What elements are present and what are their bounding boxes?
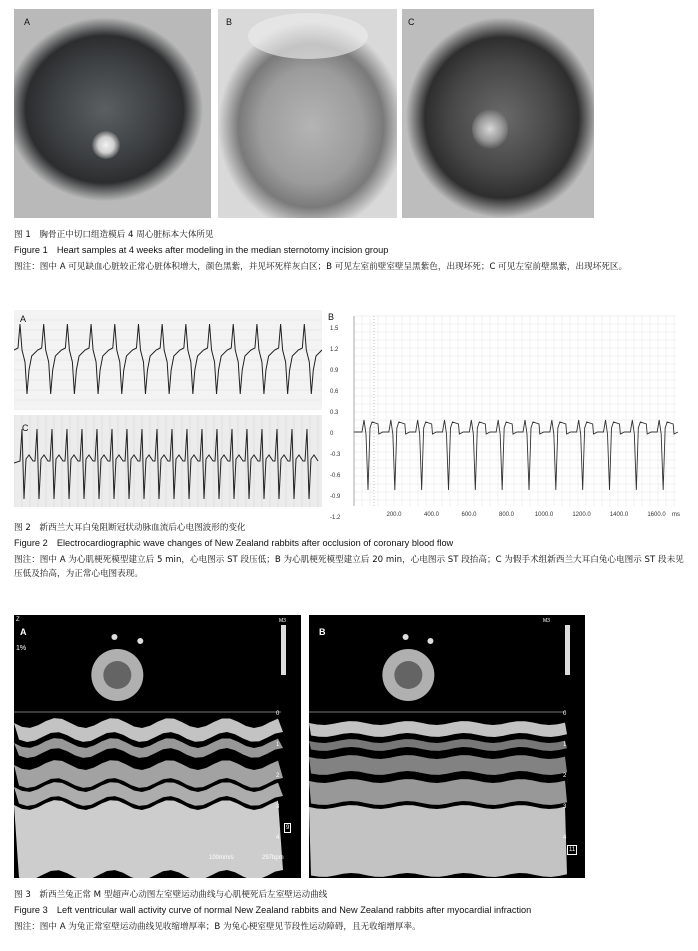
probe-dot (137, 638, 143, 644)
x-tick-label: 600.0 (461, 512, 477, 518)
depth-tick-label: 1 (563, 742, 567, 748)
panel-label-a: A (20, 627, 27, 637)
figure2-caption-zh: 图 2 新西兰大耳白兔阻断冠状动脉血流后心电图波形的变化 (14, 523, 246, 533)
tissue-band (14, 800, 283, 878)
heart-rate: 297bpm (262, 855, 284, 861)
y-tick-label: 1.5 (330, 326, 339, 332)
z-marker: Z (16, 617, 20, 623)
ecg-panel-b (326, 310, 682, 520)
heart-photo-a (14, 9, 211, 218)
x-tick-label: 200.0 (386, 512, 402, 518)
figure3-caption-zh: 图 3 新西兰兔正常 M 型超声心动图左室壁运动曲线与心肌梗死后左室壁运动曲线 (14, 890, 328, 900)
tissue-band (309, 755, 567, 775)
probe-tag: M3 (543, 618, 550, 624)
depth-box: 9 (286, 825, 290, 831)
figure2-note: 图注：图中 A 为心肌梗死模型建立后 5 min，心电图示 ST 段压低；B 为心肌梗死模型建立后 20 min，心电图示 ST 段抬高；C 为假手术组新西兰大耳白兔心电图示 ST 段未见压低及抬高，为正常心电图表现。 (14, 555, 684, 579)
necrotic-area (92, 131, 120, 159)
figure1-caption-zh: 图 1 胸骨正中切口组造模后 4 周心脏标本大体所见 (14, 230, 214, 240)
y-tick-label: 0 (330, 431, 334, 437)
figure3-note: 图注：图中 A 为兔正常室壁运动曲线见收缩增厚率；B 为兔心梗室壁见节段性运动障碍，且无收缩增厚率。 (14, 922, 421, 932)
echo-panel-a (14, 615, 301, 878)
ecg-waveform (14, 324, 322, 394)
figure3-caption-en: Figure 3 Left ventricular wall activity curve of normal New Zealand rabbits and New Zealand rabbits after myocardial infraction (14, 905, 532, 915)
ecg-trace-a (14, 310, 322, 410)
x-tick-label: 400.0 (423, 512, 440, 518)
y-tick-label: -0.3 (330, 452, 341, 458)
y-tick-label: 0.6 (330, 389, 339, 395)
ecg-chart-b (326, 310, 682, 520)
y-tick-label: -0.9 (330, 494, 341, 500)
y-tick-label: 0.9 (330, 368, 339, 374)
panel-label-a: A (20, 314, 27, 324)
heart-photo-b (218, 9, 397, 218)
x-tick-label: 1000.0 (534, 512, 554, 518)
ecg-panel-a (14, 310, 322, 410)
tissue-band (309, 721, 567, 737)
echo-trace-b (309, 615, 585, 878)
panel-label-b: B (226, 17, 233, 27)
x-tick-label: 1600.0 (647, 512, 666, 518)
depth-tick-label: 4 (563, 835, 567, 841)
figure2-caption-en: Figure 2 Electrocardiographic wave changes of New Zealand rabbits after occlusion of coronary blood flow (14, 538, 454, 548)
panel-label-c: C (408, 17, 415, 27)
ecg-trace-c (14, 415, 322, 507)
heart-photo-c (402, 9, 594, 218)
y-tick-label: 0.3 (330, 410, 339, 416)
y-tick-label: -0.6 (330, 473, 341, 479)
gain-percent: 1% (16, 645, 27, 652)
tissue-fold (248, 13, 368, 59)
x-tick-label: 1400.0 (609, 512, 629, 518)
depth-tick-label: 2 (563, 773, 567, 779)
tissue-band (309, 739, 567, 751)
necrotic-area (472, 109, 508, 149)
tissue-band (309, 779, 567, 805)
figure1-note: 图注：图中 A 可见缺血心脏较正常心脏体积增大，颜色黑紫，并见坏死样灰白区；B 可见左室前壁室壁呈黑紫色，出现坏死；C 可见左室前壁黑紫，出现坏死区。 (14, 262, 628, 272)
panel-label-a: A (24, 17, 31, 27)
ecg-waveform (354, 420, 678, 490)
heart-chamber (103, 661, 131, 689)
panel-label-b: B (328, 312, 335, 322)
depth-tick-label: 0 (563, 711, 567, 717)
depth-tick-label: 1 (276, 742, 280, 748)
y-tick-label: -1.2 (330, 515, 341, 520)
depth-tick-label: 3 (563, 804, 567, 810)
depth-tick-label: 4 (276, 835, 280, 841)
depth-box: 11 (569, 847, 576, 853)
y-tick-label: 1.2 (330, 347, 339, 353)
probe-tag: M3 (279, 618, 286, 624)
sweep-speed: 100mm/s (209, 855, 234, 861)
x-tick-label: 1200.0 (572, 512, 591, 518)
echo-trace-a (14, 615, 301, 878)
probe-dot (427, 638, 433, 644)
tissue-band (309, 805, 567, 877)
probe-dot (403, 634, 409, 640)
depth-tick-label: 0 (276, 711, 280, 717)
gray-scale-bar (565, 625, 570, 675)
x-tick-label: 800.0 (498, 512, 515, 518)
echo-panel-b (309, 615, 585, 878)
depth-tick-label: 3 (276, 804, 280, 810)
panel-label-c: C (22, 423, 29, 433)
probe-dot (111, 634, 117, 640)
panel-label-b: B (319, 627, 326, 637)
heart-chamber (394, 661, 422, 689)
gray-scale-bar (281, 625, 286, 675)
ecg-panel-c (14, 415, 322, 507)
x-unit-label: ms (672, 512, 680, 518)
figure1-caption-en: Figure 1 Heart samples at 4 weeks after modeling in the median sternotomy incision group (14, 245, 389, 255)
depth-tick-label: 2 (276, 773, 280, 779)
tissue-band (14, 738, 283, 758)
